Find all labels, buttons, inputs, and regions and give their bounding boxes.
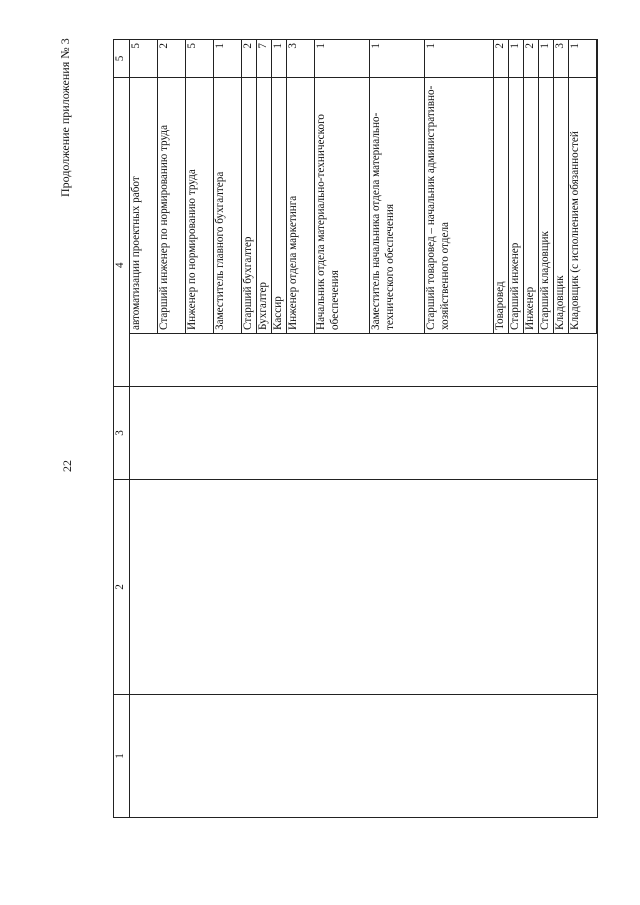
table-row — [186, 40, 214, 77]
staff-count: 1 — [509, 40, 524, 77]
position-title: Кладовщик (с исполнением обязанностей — [569, 78, 597, 333]
table-row — [370, 40, 425, 77]
table-row — [539, 78, 554, 333]
column-3-cell — [130, 387, 598, 480]
position-title: Заместитель начальника отдела материально-технического обеспечения — [370, 78, 425, 333]
column-number-row — [114, 40, 130, 818]
position-title: Начальник отдела материально-технического обеспечения — [315, 78, 370, 333]
table-row — [569, 40, 597, 77]
table-row — [158, 78, 186, 333]
table-row — [554, 40, 569, 77]
column-number: 2 — [114, 480, 130, 695]
table-row — [315, 78, 370, 333]
table-row — [539, 40, 554, 77]
position-title: Инженер по нормированию труда — [186, 78, 214, 333]
position-title: Бухгалтер — [257, 78, 272, 333]
staff-count: 5 — [186, 40, 214, 77]
column-number: 5 — [114, 40, 130, 78]
continuation-title: Продолжение приложения № 3 — [58, 38, 72, 197]
staff-count: 1 — [370, 40, 425, 77]
table-row — [425, 78, 494, 333]
table-row — [509, 78, 524, 333]
column-number: 3 — [114, 387, 130, 480]
table-row — [287, 40, 315, 77]
table-row — [524, 40, 539, 77]
position-title: Старший инженер — [509, 78, 524, 333]
position-title: Инженер отдела маркетинга — [287, 78, 315, 333]
table-row — [425, 40, 494, 77]
table-row — [315, 40, 370, 77]
table-row — [130, 78, 158, 333]
staff-count: 2 — [494, 40, 509, 77]
staff-count: 1 — [569, 40, 597, 77]
staff-count: 3 — [287, 40, 315, 77]
table-row — [158, 40, 186, 77]
staff-count: 1 — [214, 40, 242, 77]
staff-count: 2 — [242, 40, 257, 77]
position-title: Старший бухгалтер — [242, 78, 257, 333]
position-title: Заместитель главного бухгалтера — [214, 78, 242, 333]
table-row — [524, 78, 539, 333]
page-number: 22 — [60, 460, 74, 472]
staff-count: 5 — [130, 40, 158, 77]
table-row — [272, 40, 287, 77]
table-row — [370, 78, 425, 333]
table-body-row — [130, 40, 598, 818]
table-row — [287, 78, 315, 333]
column-3b-cell — [130, 334, 598, 387]
table-row — [242, 40, 257, 77]
table-row — [554, 78, 569, 333]
column-1-cell — [130, 695, 598, 818]
table-row — [186, 78, 214, 333]
table-row — [242, 78, 257, 333]
column-number: 4 — [114, 78, 130, 387]
staff-count: 1 — [272, 40, 287, 77]
staff-count: 1 — [425, 40, 494, 77]
counts-cell — [130, 40, 598, 78]
table-row — [214, 40, 242, 77]
table-row — [509, 40, 524, 77]
position-title: Старший инженер по нормированию труда — [158, 78, 186, 333]
position-title: автоматизации проектных работ — [130, 78, 158, 333]
table-row — [257, 78, 272, 333]
position-title: Кассир — [272, 78, 287, 333]
table-row — [130, 40, 158, 77]
table-row — [494, 78, 509, 333]
table-row — [257, 40, 272, 77]
position-title: Старший товаровед – начальник административно-хозяйственного отдела — [425, 78, 494, 333]
staff-count: 7 — [257, 40, 272, 77]
staff-count: 1 — [539, 40, 554, 77]
position-title: Товаровед — [494, 78, 509, 333]
column-2-cell — [130, 480, 598, 695]
positions-cell — [130, 78, 598, 334]
staff-count: 2 — [524, 40, 539, 77]
position-title: Старший кладовщик — [539, 78, 554, 333]
table-row — [569, 78, 597, 333]
table-row — [494, 40, 509, 77]
staff-count: 3 — [554, 40, 569, 77]
position-title: Кладовщик — [554, 78, 569, 333]
position-title: Инженер — [524, 78, 539, 333]
table-row — [214, 78, 242, 333]
staff-table — [113, 39, 598, 818]
column-number: 1 — [114, 695, 130, 818]
staff-count: 1 — [315, 40, 370, 77]
staff-count: 2 — [158, 40, 186, 77]
table-row — [272, 78, 287, 333]
